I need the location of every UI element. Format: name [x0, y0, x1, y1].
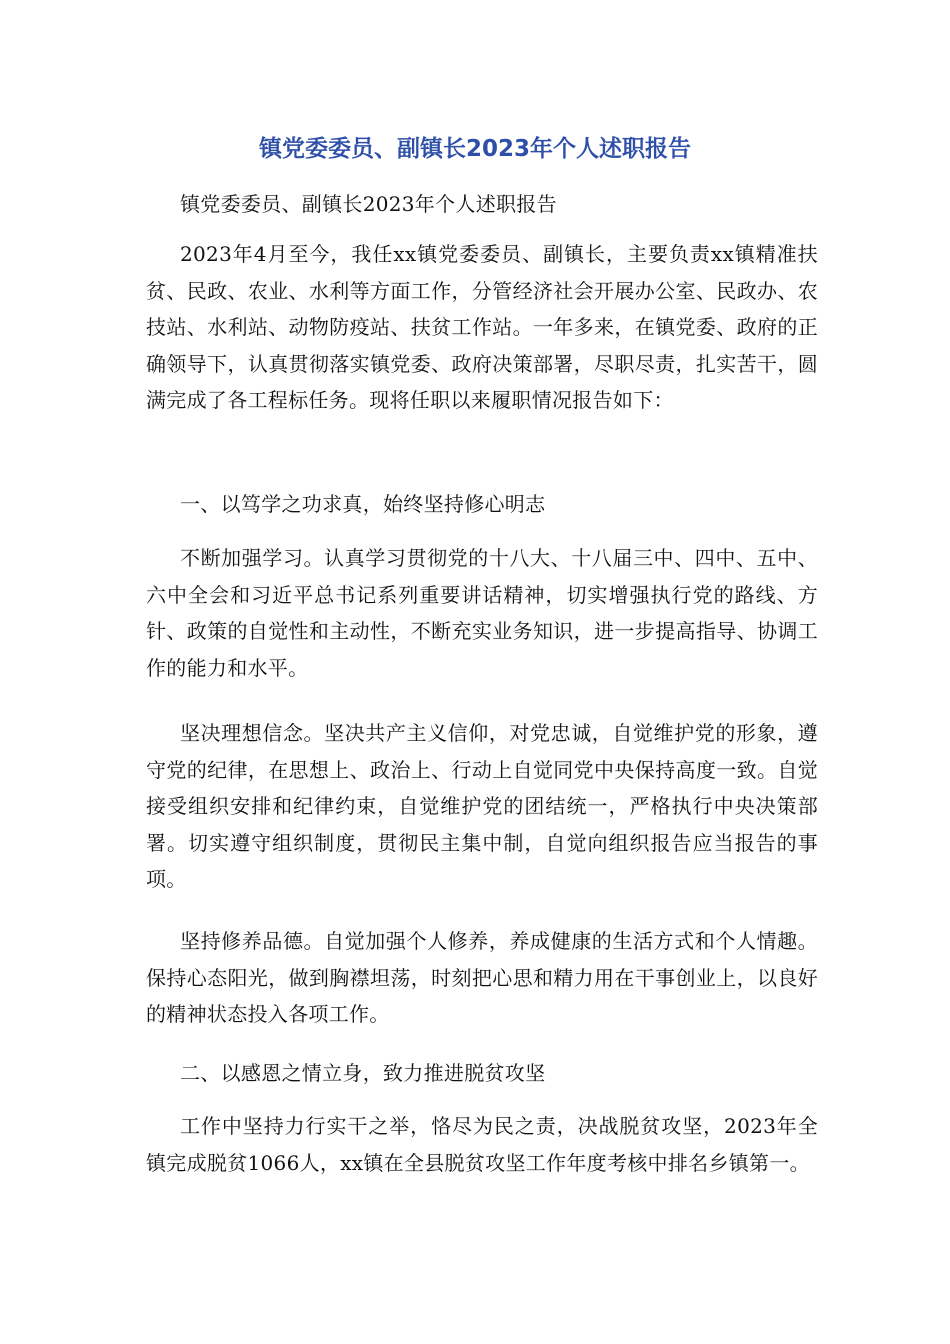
document-title: 镇党委委员、副镇长2023年个人述职报告: [258, 136, 691, 162]
paragraph-poverty: 工作中坚持力行实干之举，恪尽为民之责，决战脱贫攻坚，2023年全镇完成脱贫1066人，xx镇在全县脱贫攻坚工作年度考核中排名乡镇第一。: [146, 1114, 818, 1175]
paragraph-belief: 坚决理想信念。坚决共产主义信仰，对党忠诚，自觉维护党的形象，遵守党的纪律，在思想上、政治上、行动上自觉同党中央保持高度一致。自觉接受组织安排和纪律约束，自觉维护党的团结统一，严格执行中央决策部署。切实遵守组织制度，贯彻民主集中制，自觉向组织报告应当报告的事项。: [146, 721, 818, 891]
document-subtitle: 镇党委委员、副镇长2023年个人述职报告: [180, 192, 557, 216]
paragraph-virtue: 坚持修养品德。自觉加强个人修养，养成健康的生活方式和个人情趣。保持心态阳光，做到胸襟坦荡，时刻把心思和精力用在干事创业上，以良好的精神状态投入各项工作。: [146, 929, 818, 1026]
paragraph-study: 不断加强学习。认真学习贯彻党的十八大、十八届三中、四中、五中、六中全会和习近平总书记系列重要讲话精神，切实增强执行党的路线、方针、政策的自觉性和主动性，不断充实业务知识，进一步提高指导、协调工作的能力和水平。: [146, 546, 818, 680]
section-heading-2: 二、以感恩之情立身，致力推进脱贫攻坚: [180, 1061, 546, 1085]
section-heading-1: 一、以笃学之功求真，始终坚持修心明志: [180, 492, 546, 516]
paragraph-intro: 2023年4月至今，我任xx镇党委委员、副镇长，主要负责xx镇精准扶贫、民政、农业、水利等方面工作，分管经济社会开展办公室、民政办、农技站、水利站、动物防疫站、扶贫工作站。一年多来，在镇党委、政府的正确领导下，认真贯彻落实镇党委、政府决策部署，尽职尽责，扎实苦干，圆满完成了各工程标任务。现将任职以来履职情况报告如下：: [146, 242, 818, 412]
